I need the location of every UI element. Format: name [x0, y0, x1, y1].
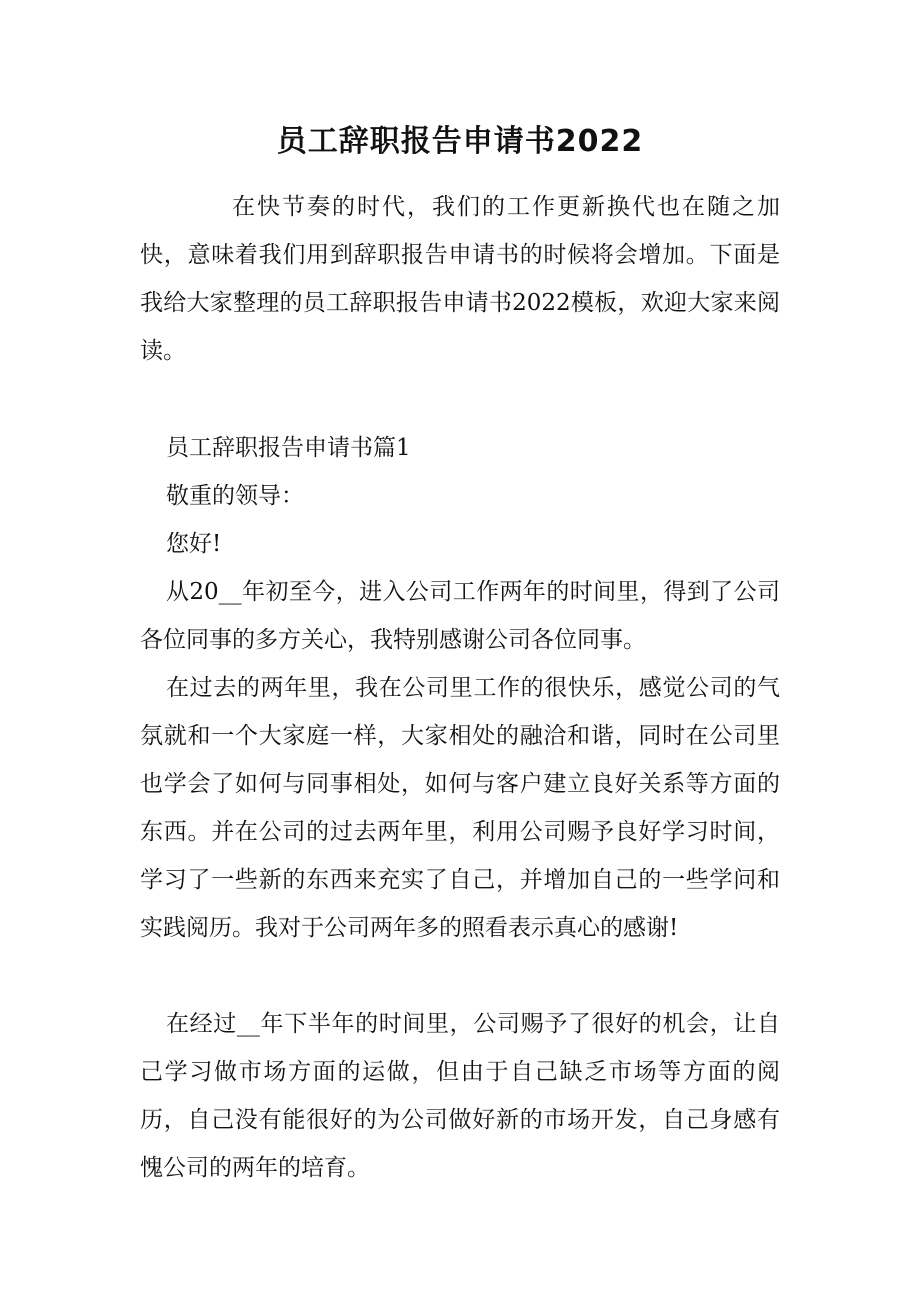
body-paragraph: 在过去的两年里，我在公司里工作的很快乐，感觉公司的气氛就和一个大家庭一样，大家相处的融洽和谐，同时在公司里也学会了如何与同事相处，如何与客户建立良好关系等方面的东西。并在公司的过去两年里，利用公司赐予良好学习时间，学习了一些新的东西来充实了自己，并增加自己的一些学问和实践阅历。我对于公司两年多的照看表示真心的感谢! [140, 675, 780, 941]
salutation: 敬重的领导： [166, 483, 304, 509]
document-title: 员工辞职报告申请书2022 [276, 124, 644, 159]
body-paragraph: 在经过__年下半年的时间里，公司赐予了很好的机会，让自己学习做市场方面的运做，但由于自己缺乏市场等方面的阅历，自己没有能很好的为公司做好新的市场开发，自己身感有愧公司的两年的培育。 [140, 1011, 780, 1181]
section-heading: 员工辞职报告申请书篇1 [166, 435, 411, 461]
intro-paragraph: 在快节奏的时代，我们的工作更新换代也在随之加快，意味着我们用到辞职报告申请书的时候将会增加。下面是我给大家整理的员工辞职报告申请书2022模板，欢迎大家来阅读。 [140, 194, 780, 364]
body-paragraph: 从20__年初至今，进入公司工作两年的时间里，得到了公司各位同事的多方关心，我特别感谢公司各位同事。 [140, 579, 780, 653]
greeting: 您好! [166, 531, 222, 557]
